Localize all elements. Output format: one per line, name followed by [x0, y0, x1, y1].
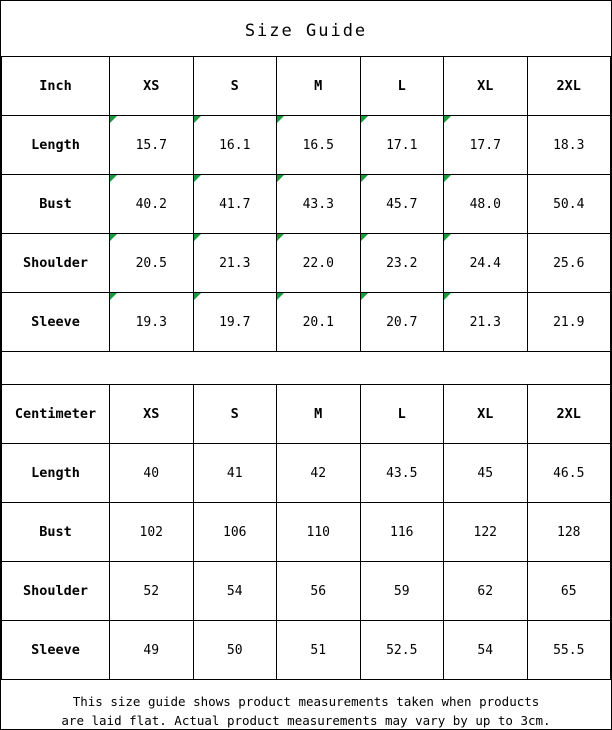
- row-label-bust: Bust: [2, 503, 110, 562]
- table-separator: [1, 352, 611, 384]
- cell-shoulder-xl: 62: [444, 562, 528, 621]
- column-header-xs: XS: [110, 57, 194, 116]
- cell-bust-m: 110: [277, 503, 361, 562]
- footnote: [1, 680, 611, 730]
- row-label-shoulder: Shoulder: [2, 562, 110, 621]
- page-title: Size Guide: [244, 21, 368, 41]
- cell-length-s: 16.1: [193, 116, 277, 175]
- cell-sleeve-m: 51: [277, 621, 361, 680]
- cell-shoulder-2xl: 25.6: [527, 234, 611, 293]
- column-header-2xl: 2XL: [527, 57, 611, 116]
- footnote-line-2: are laid flat. Actual product measurements may vary by up to 3cm.: [61, 713, 551, 728]
- table-row: [2, 116, 611, 175]
- column-header-s: S: [193, 385, 277, 444]
- cell-length-xl: 17.7: [444, 116, 528, 175]
- cell-sleeve-2xl: 55.5: [527, 621, 611, 680]
- cell-bust-2xl: 128: [527, 503, 611, 562]
- cell-sleeve-xl: 21.3: [444, 293, 528, 352]
- cell-shoulder-l: 59: [360, 562, 444, 621]
- cell-shoulder-s: 21.3: [193, 234, 277, 293]
- cell-shoulder-2xl: 65: [527, 562, 611, 621]
- cell-sleeve-2xl: 21.9: [527, 293, 611, 352]
- cell-length-s: 41: [193, 444, 277, 503]
- cell-sleeve-m: 20.1: [277, 293, 361, 352]
- table-row: [2, 503, 611, 562]
- cell-bust-xs: 40.2: [110, 175, 194, 234]
- table-row: [2, 621, 611, 680]
- column-header-m: M: [277, 385, 361, 444]
- cell-length-2xl: 46.5: [527, 444, 611, 503]
- cell-length-l: 43.5: [360, 444, 444, 503]
- cell-bust-s: 41.7: [193, 175, 277, 234]
- cell-bust-m: 43.3: [277, 175, 361, 234]
- table-row: [2, 444, 611, 503]
- cell-bust-l: 45.7: [360, 175, 444, 234]
- column-header-l: L: [360, 385, 444, 444]
- unit-label-centimeter: Centimeter: [2, 385, 110, 444]
- cell-shoulder-xl: 24.4: [444, 234, 528, 293]
- unit-label-inch: Inch: [2, 57, 110, 116]
- cell-shoulder-l: 23.2: [360, 234, 444, 293]
- footnote-line-1: This size guide shows product measurements taken when products: [72, 694, 540, 709]
- table-row: [2, 562, 611, 621]
- table-row: [2, 234, 611, 293]
- size-table-inch: [1, 56, 611, 352]
- cell-length-l: 17.1: [360, 116, 444, 175]
- column-header-m: M: [277, 57, 361, 116]
- cell-length-2xl: 18.3: [527, 116, 611, 175]
- row-label-bust: Bust: [2, 175, 110, 234]
- column-header-s: S: [193, 57, 277, 116]
- cell-bust-s: 106: [193, 503, 277, 562]
- cell-shoulder-xs: 20.5: [110, 234, 194, 293]
- cell-bust-xs: 102: [110, 503, 194, 562]
- cell-sleeve-xl: 54: [444, 621, 528, 680]
- cell-shoulder-s: 54: [193, 562, 277, 621]
- row-label-sleeve: Sleeve: [2, 293, 110, 352]
- row-label-shoulder: Shoulder: [2, 234, 110, 293]
- column-header-2xl: 2XL: [527, 385, 611, 444]
- cell-length-xs: 15.7: [110, 116, 194, 175]
- cell-sleeve-l: 52.5: [360, 621, 444, 680]
- row-label-sleeve: Sleeve: [2, 621, 110, 680]
- cell-bust-2xl: 50.4: [527, 175, 611, 234]
- cell-shoulder-xs: 52: [110, 562, 194, 621]
- column-header-xs: XS: [110, 385, 194, 444]
- cell-sleeve-l: 20.7: [360, 293, 444, 352]
- table-header-row: [2, 385, 611, 444]
- column-header-xl: XL: [444, 385, 528, 444]
- table-header-row: [2, 57, 611, 116]
- cell-length-m: 42: [277, 444, 361, 503]
- table-row: [2, 293, 611, 352]
- cell-bust-l: 116: [360, 503, 444, 562]
- size-table-centimeter: [1, 384, 611, 680]
- cell-shoulder-m: 56: [277, 562, 361, 621]
- cell-length-xs: 40: [110, 444, 194, 503]
- cell-sleeve-s: 19.7: [193, 293, 277, 352]
- row-label-length: Length: [2, 444, 110, 503]
- cell-sleeve-xs: 49: [110, 621, 194, 680]
- column-header-xl: XL: [444, 57, 528, 116]
- column-header-l: L: [360, 57, 444, 116]
- table-row: [2, 175, 611, 234]
- cell-bust-xl: 122: [444, 503, 528, 562]
- cell-bust-xl: 48.0: [444, 175, 528, 234]
- cell-shoulder-m: 22.0: [277, 234, 361, 293]
- cell-length-m: 16.5: [277, 116, 361, 175]
- cell-length-xl: 45: [444, 444, 528, 503]
- cell-sleeve-xs: 19.3: [110, 293, 194, 352]
- row-label-length: Length: [2, 116, 110, 175]
- cell-sleeve-s: 50: [193, 621, 277, 680]
